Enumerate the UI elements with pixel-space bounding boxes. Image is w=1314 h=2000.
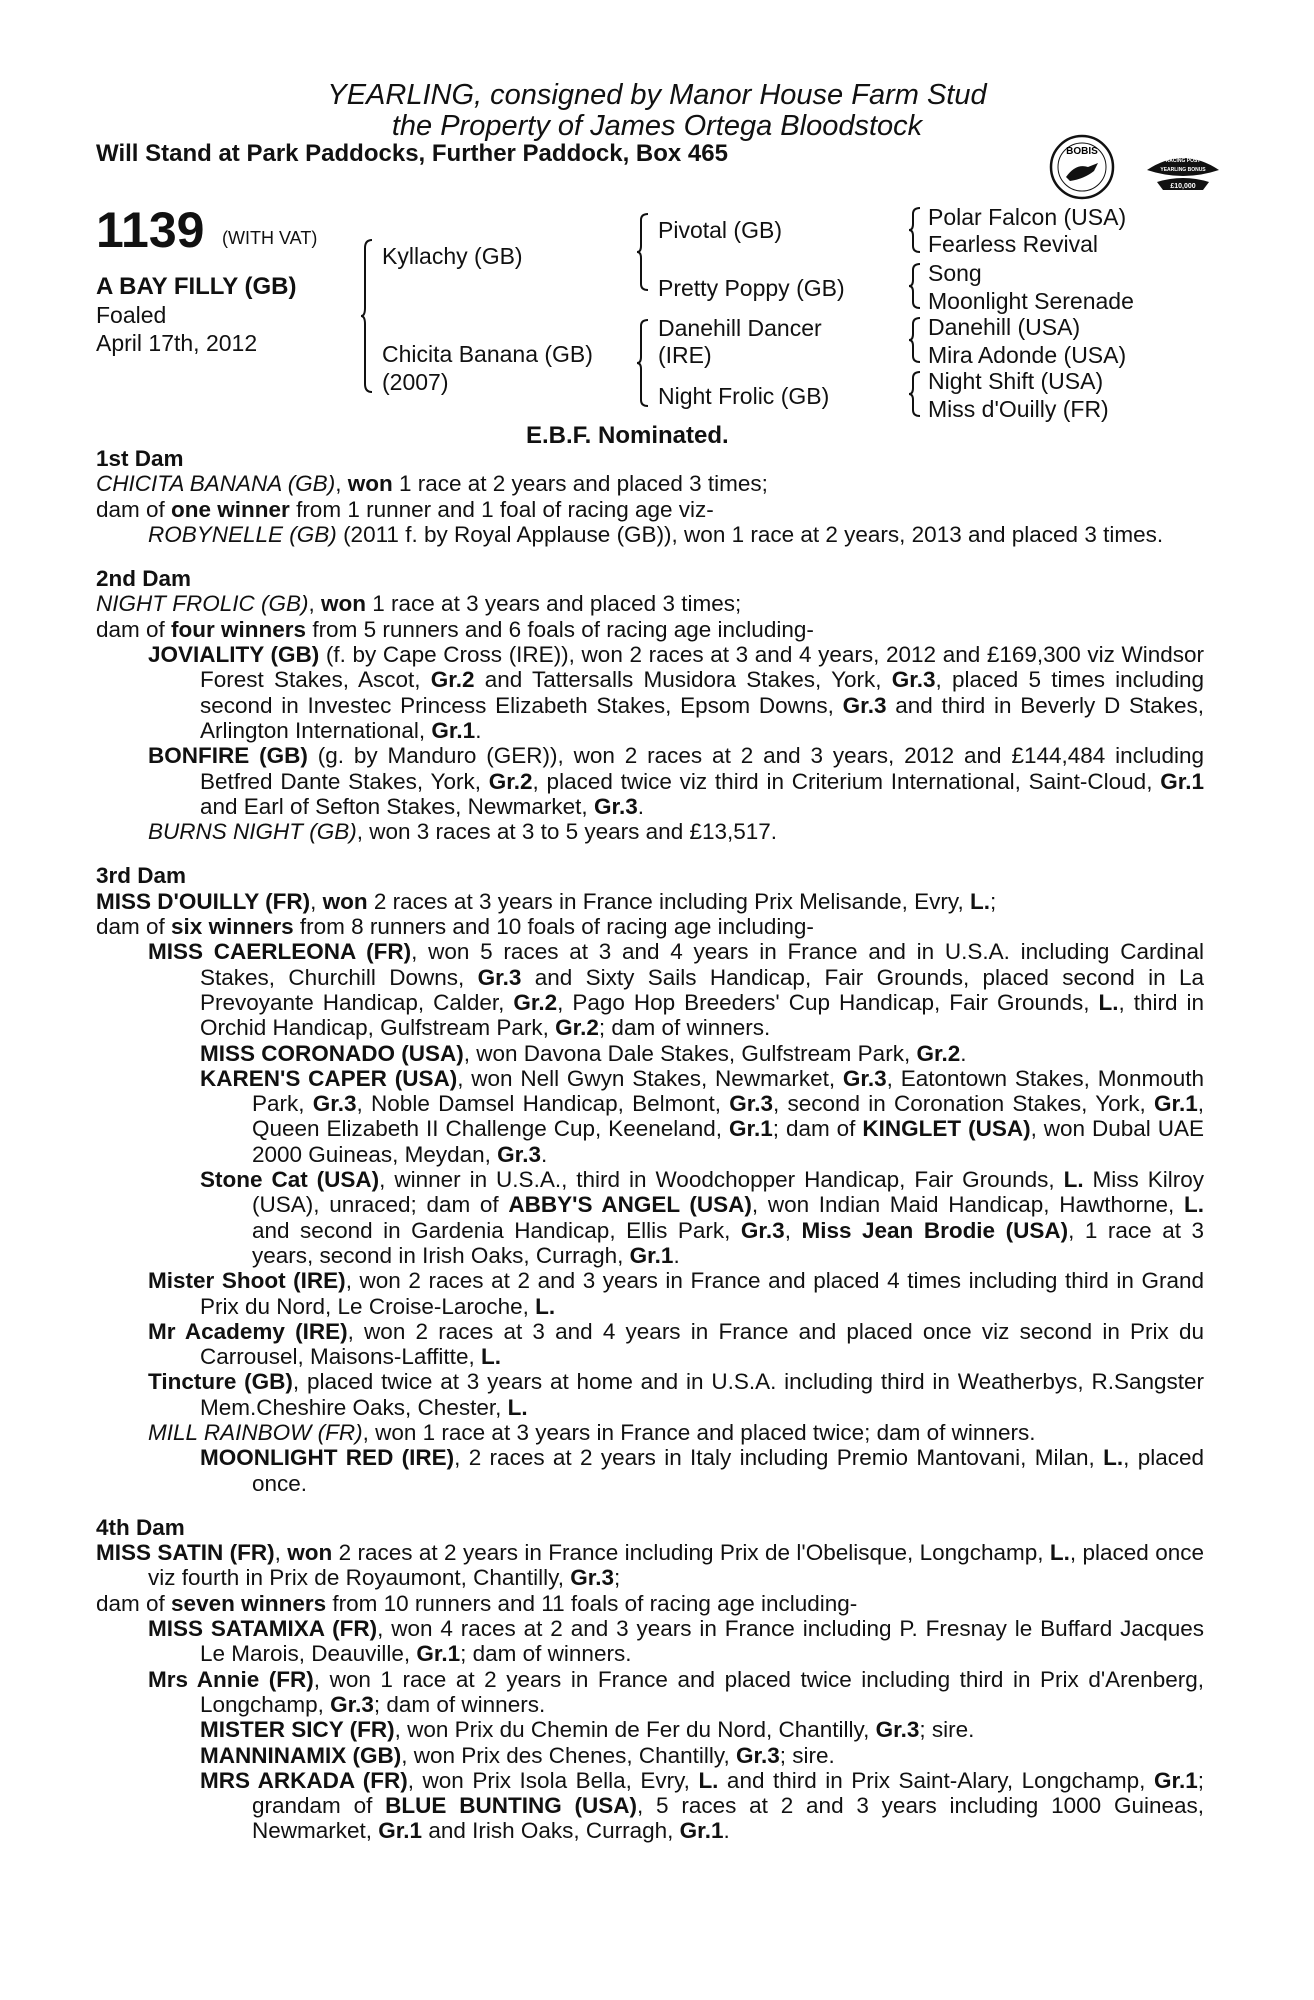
dam-3-entry: MISS D'OUILLY (FR), won 2 races at 3 years in France including Prix Melisande, Evry, L.; xyxy=(96,888,997,914)
catalogue-body xyxy=(96,446,1204,1844)
dam-4-produce-summary: dam of seven winners from 10 runners and 11 foals of racing age including- xyxy=(96,1590,858,1616)
pedigree-sire-dam: Pretty Poppy (GB) xyxy=(658,275,845,301)
dam-heading-2: 2nd Dam xyxy=(96,566,192,592)
yearling-bonus-icon xyxy=(1143,148,1223,200)
pedigree-gen3-8: Miss d'Ouilly (FR) xyxy=(928,396,1109,422)
dam-1-produce-1: ROBYNELLE (GB) (2011 f. by Royal Applause (GB)), won 1 race at 2 years, 2013 and placed 3 times. xyxy=(148,521,1164,547)
dam-4-grandproduce-3: MRS ARKADA (FR), won Prix Isola Bella, Evry, L. and third in Prix Saint-Alary, Longchamp, Gr.1; grandam of BLUE BUNTING (USA), 5 races at 2 and 3 years including 1000 Guineas, Newmarket, Gr.1 and Irish Oaks, Curragh, Gr.1. xyxy=(200,1767,1205,1844)
pedigree-sire-sire: Pivotal (GB) xyxy=(658,217,782,243)
dam-3-produce-4: Tincture (GB), placed twice at 3 years at home and in U.S.A. including third in Weatherbys, R.Sangster Mem.Cheshire Oaks, Chester, L. xyxy=(148,1369,1205,1420)
dam-1-produce-summary: dam of one winner from 1 runner and 1 foal of racing age viz- xyxy=(96,496,714,522)
dam-3-produce-5: MILL RAINBOW (FR), won 1 race at 3 years in France and placed twice; dam of winners. xyxy=(148,1419,1036,1445)
dam-heading-4: 4th Dam xyxy=(96,1514,185,1540)
pedigree-gen3-7: Night Shift (USA) xyxy=(928,368,1104,394)
bobis-label: BOBIS xyxy=(1066,146,1098,157)
dam-4-grandproduce-1: MISTER SICY (FR), won Prix du Chemin de Fer du Nord, Chantilly, Gr.3; sire. xyxy=(200,1717,975,1743)
dam-heading-3: 3rd Dam xyxy=(96,863,187,889)
foaled-label: Foaled xyxy=(96,302,167,328)
bobis-badge-icon xyxy=(1048,133,1116,201)
dam-3-produce-3: Mr Academy (IRE), won 2 races at 3 and 4 years in France and placed once viz second in Prix du Carrousel, Maisons-Laffitte, L. xyxy=(148,1318,1205,1370)
pedigree-gen3-4: Moonlight Serenade xyxy=(928,288,1134,314)
dam-3-produce-summary: dam of six winners from 8 runners and 10 foals of racing age including- xyxy=(96,914,814,940)
vat-label: (WITH VAT) xyxy=(222,228,318,248)
pedigree-bracket-7 xyxy=(908,370,922,418)
pedigree-gen3-1: Polar Falcon (USA) xyxy=(928,204,1127,230)
dam-4-produce-2: Mrs Annie (FR), won 1 race at 2 years in France and placed twice including third in Prix d'Arenberg, Longchamp, Gr.3; dam of winners. xyxy=(148,1666,1204,1717)
dam-3-grandproduce-2: KAREN'S CAPER (USA), won Nell Gwyn Stakes, Newmarket, Gr.3, Eatontown Stakes, Monmouth Park, Gr.3, Noble Damsel Handicap, Belmont, Gr.3, second in Coronation Stakes, York, Gr.1, Queen Elizabeth II Challenge Cup, Keeneland, Gr.1; dam of KINGLET (USA), won Dubal UAE 2000 Guineas, Meydan, Gr.3. xyxy=(200,1065,1204,1167)
pedigree-bracket-3 xyxy=(636,318,650,408)
dam-3-grandproduce-1: MISS CORONADO (USA), won Davona Dale Stakes, Gulfstream Park, Gr.2. xyxy=(200,1040,967,1066)
dam-4-produce-1: MISS SATAMIXA (FR), won 4 races at 2 and 3 years in France including P. Fresnay le Buffard Jacques Le Marois, Deauville, Gr.1; dam of winners. xyxy=(148,1616,1204,1667)
pedigree-bracket-2 xyxy=(636,212,650,292)
dam-2-produce-summary: dam of four winners from 5 runners and 6 foals of racing age including- xyxy=(96,616,814,642)
dam-2-produce-2: BONFIRE (GB) (g. by Manduro (GER)), won 2 races at 2 and 3 years, 2012 and £144,484 including Betfred Dante Stakes, York, Gr.2, placed twice viz third in Criterium International, Saint-Cloud, Gr.1 and Earl of Sefton Stakes, Newmarket, Gr.3. xyxy=(148,743,1205,819)
dam-3-grandproduce-3: Stone Cat (USA), winner in U.S.A., third in Woodchopper Handicap, Fair Grounds, L. Miss Kilroy (USA), unraced; dam of ABBY'S ANGEL (USA), won Indian Maid Handicap, Hawthorne, L. and second in Gardenia Handicap, Ellis Park, Gr.3, Miss Jean Brodie (USA), 1 race at 3 years, second in Irish Oaks, Curragh, Gr.1. xyxy=(200,1167,1204,1268)
pedigree-bracket-1 xyxy=(360,238,374,394)
yearling-bonus-label: YEARLING BONUS xyxy=(1160,167,1206,173)
ebf-nominated: E.B.F. Nominated. xyxy=(526,422,729,449)
dam-2-produce-1: JOVIALITY (GB) (f. by Cape Cross (IRE)), won 2 races at 3 and 4 years, 2012 and £169,300 viz Windsor Forest Stakes, Ascot, Gr.2 and Tattersalls Musidora Stakes, York, Gr.3, placed 5 times including second in Investec Princess Elizabeth Stakes, Epsom Downs, Gr.3 and third in Beverly D Stakes, Arlington International, Gr.1. xyxy=(148,642,1204,743)
bonus-amount: £10,000 xyxy=(1170,183,1196,190)
pedigree-gen3-2: Fearless Revival xyxy=(928,231,1098,257)
dam-4-grandproduce-2: MANNINAMIX (GB), won Prix des Chenes, Chantilly, Gr.3; sire. xyxy=(200,1742,835,1768)
dam-2-produce-3: BURNS NIGHT (GB), won 3 races at 3 to 5 years and £13,517. xyxy=(148,819,778,845)
pedigree-dam-dam: Night Frolic (GB) xyxy=(658,383,830,409)
lot-number: 1139 xyxy=(96,202,205,258)
dam-3-produce-1: MISS CAERLEONA (FR), won 5 races at 3 and 4 years in France and in U.S.A. including Cardinal Stakes, Churchill Downs, Gr.3 and Sixty Sails Handicap, Fair Grounds, placed second in La Prevoyante Handicap, Calder, Gr.2, Pago Hop Breeders' Cup Handicap, Fair Grounds, L., third in Orchid Handicap, Gulfstream Park, Gr.2; dam of winners. xyxy=(148,939,1204,1041)
racing-post-label: RACING POST xyxy=(1165,158,1201,164)
pedigree-gen3-3: Song xyxy=(928,260,982,286)
stand-location: Will Stand at Park Paddocks, Further Paddock, Box 465 xyxy=(96,140,728,167)
pedigree-bracket-6 xyxy=(908,316,922,364)
dam-3-produce-2: Mister Shoot (IRE), won 2 races at 2 and 3 years in France and placed 4 times including third in Grand Prix du Nord, Le Croise-Laroche, L. xyxy=(148,1268,1205,1319)
lot-title: A BAY FILLY (GB) xyxy=(96,273,297,300)
pedigree-dam-line-1: Chicita Banana (GB) xyxy=(382,341,593,367)
pedigree-gen3-6: Mira Adonde (USA) xyxy=(928,342,1127,368)
header-line-2: the Property of James Ortega Bloodstock xyxy=(391,110,923,142)
pedigree-sire: Kyllachy (GB) xyxy=(382,243,523,269)
pedigree-gen3-5: Danehill (USA) xyxy=(928,314,1081,340)
pedigree-dam-sire-line-1: Danehill Dancer xyxy=(658,315,822,341)
dam-1-entry: CHICITA BANANA (GB), won 1 race at 2 years and placed 3 times; xyxy=(96,471,768,497)
dam-3-grandproduce-4: MOONLIGHT RED (IRE), 2 races at 2 years in Italy including Premio Mantovani, Milan, L., placed once. xyxy=(200,1445,1204,1496)
pedigree-dam-sire-line-2: (IRE) xyxy=(658,342,712,368)
foaled-date: April 17th, 2012 xyxy=(96,330,258,356)
dam-heading-1: 1st Dam xyxy=(96,446,184,471)
pedigree-bracket-5 xyxy=(908,262,922,310)
dam-4-entry: MISS SATIN (FR), won 2 races at 2 years in France including Prix de l'Obelisque, Longchamp, L., placed once viz fourth in Prix de Royaumont, Chantilly, Gr.3; xyxy=(96,1540,1204,1591)
pedigree-bracket-4 xyxy=(908,206,922,254)
header-line-1: YEARLING, consigned by Manor House Farm Stud xyxy=(327,79,987,111)
pedigree-dam-line-2: (2007) xyxy=(382,369,449,395)
dam-2-entry: NIGHT FROLIC (GB), won 1 race at 3 years and placed 3 times; xyxy=(96,591,742,617)
